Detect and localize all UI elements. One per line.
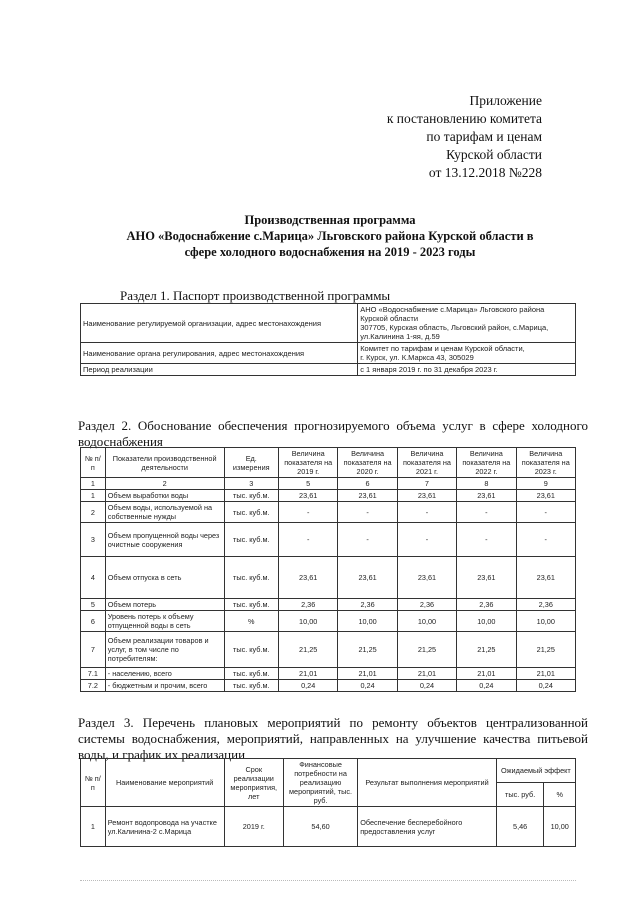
table-row	[81, 502, 576, 523]
column-header: Наименование мероприятий	[105, 759, 224, 807]
value-cell: 23,61	[457, 557, 516, 599]
column-header: Величина показателя на 2020 г.	[338, 448, 397, 478]
row-number: 7.1	[81, 668, 106, 680]
table-row	[81, 343, 576, 364]
unit-cell: тыс. куб.м.	[224, 599, 278, 611]
appendix-block	[342, 92, 542, 182]
value-cell: 10,00	[516, 611, 575, 632]
row-number: 4	[81, 557, 106, 599]
value-cell: -	[457, 523, 516, 557]
column-header: № п/п	[81, 759, 106, 807]
row-number: 7	[81, 632, 106, 668]
column-header: Финансовые потребности на реализацию мероприятий, тыс. руб.	[283, 759, 357, 807]
column-number: 9	[516, 478, 575, 490]
value-cell: 21,25	[516, 632, 575, 668]
table-header-row	[81, 759, 576, 783]
section1-title: Раздел 1. Паспорт производственной программы	[120, 288, 391, 303]
column-number: 2	[105, 478, 224, 490]
value-cell: 2,36	[338, 599, 397, 611]
unit-cell: тыс. куб.м.	[224, 557, 278, 599]
passport-label: Наименование органа регулирования, адрес местонахождения	[81, 343, 358, 364]
value-cell: 23,61	[516, 557, 575, 599]
column-number: 5	[278, 478, 337, 490]
term-cell: 2019 г.	[224, 807, 283, 847]
value-cell: 21,01	[516, 668, 575, 680]
table-row	[81, 632, 576, 668]
value-cell: -	[516, 523, 575, 557]
volume-table	[80, 447, 576, 692]
column-number-row	[81, 478, 576, 490]
column-header: Срок реализации мероприятия, лет	[224, 759, 283, 807]
row-number: 7.2	[81, 680, 106, 692]
row-number: 6	[81, 611, 106, 632]
unit-cell: тыс. куб.м.	[224, 632, 278, 668]
value-cell: 23,61	[397, 557, 456, 599]
passport-table	[80, 303, 576, 376]
column-header: Величина показателя на 2019 г.	[278, 448, 337, 478]
passport-value	[358, 343, 576, 364]
table-row	[81, 364, 576, 376]
column-header: Ед. измерения	[224, 448, 278, 478]
indicator-name: Объем выработки воды	[105, 490, 224, 502]
value-cell: 0,24	[516, 680, 575, 692]
passport-label: Период реализации	[81, 364, 358, 376]
column-header: Результат выполнения мероприятий	[358, 759, 497, 807]
value-cell: 10,00	[457, 611, 516, 632]
indicator-name: Объем потерь	[105, 599, 224, 611]
value-cell: 2,36	[397, 599, 456, 611]
appendix-line: Приложение	[469, 93, 542, 108]
unit-cell: тыс. куб.м.	[224, 668, 278, 680]
value-cell: 23,61	[338, 490, 397, 502]
value-cell: 23,61	[278, 490, 337, 502]
value-cell: -	[338, 502, 397, 523]
program-title-line: АНО «Водоснабжение с.Марица» Льговского района Курской области в	[126, 229, 534, 243]
passport-value-line: г. Курск, ул. К.Маркса 43, 305029	[360, 353, 474, 362]
value-cell: 23,61	[516, 490, 575, 502]
column-header: Показатели производственной деятельности	[105, 448, 224, 478]
column-number: 3	[224, 478, 278, 490]
value-cell: -	[278, 502, 337, 523]
column-header: Величина показателя на 2021 г.	[397, 448, 456, 478]
indicator-name: - населению, всего	[105, 668, 224, 680]
table-row	[81, 304, 576, 343]
table-row	[81, 680, 576, 692]
section2-title: Раздел 2. Обоснование обеспечения прогнозируемого объема услуг в сфере холодного водоснабжения	[78, 418, 588, 449]
value-cell: 21,25	[338, 632, 397, 668]
value-cell: 10,00	[338, 611, 397, 632]
table-row	[81, 611, 576, 632]
indicator-name: Объем пропущенной воды через очистные сооружения	[105, 523, 224, 557]
page-divider	[80, 880, 576, 881]
value-cell: 10,00	[278, 611, 337, 632]
value-cell: 23,61	[457, 490, 516, 502]
passport-value-line: 307705, Курская область, Льговский район, с.Марица,	[360, 323, 549, 332]
value-cell: 21,01	[397, 668, 456, 680]
value-cell: -	[516, 502, 575, 523]
table-row	[81, 599, 576, 611]
passport-value-line: АНО «Водоснабжение с.Марица» Льговского района	[360, 305, 545, 314]
measures-table	[80, 758, 576, 847]
table-row	[81, 668, 576, 680]
indicator-name: Уровень потерь к объему отпущенной воды в сеть	[105, 611, 224, 632]
value-cell: -	[397, 502, 456, 523]
column-number: 6	[338, 478, 397, 490]
value-cell: -	[278, 523, 337, 557]
effect-pct-cell: 10,00	[544, 807, 576, 847]
value-cell: 0,24	[457, 680, 516, 692]
row-number: 5	[81, 599, 106, 611]
value-cell: 23,61	[338, 557, 397, 599]
value-cell: 23,61	[397, 490, 456, 502]
table-row	[81, 490, 576, 502]
row-number: 1	[81, 807, 106, 847]
table-row	[81, 523, 576, 557]
value-cell: -	[457, 502, 516, 523]
program-title-line: сфере холодного водоснабжения на 2019 - 2023 годы	[184, 245, 476, 259]
appendix-line: от 13.12.2018 №228	[428, 165, 542, 180]
indicator-name: - бюджетным и прочим, всего	[105, 680, 224, 692]
unit-cell: тыс. куб.м.	[224, 680, 278, 692]
appendix-line: к постановлению комитета	[386, 111, 542, 126]
value-cell: 21,01	[278, 668, 337, 680]
appendix-line: Курской области	[446, 147, 542, 162]
unit-cell: %	[224, 611, 278, 632]
table-row	[81, 557, 576, 599]
table-row	[81, 807, 576, 847]
value-cell: 10,00	[397, 611, 456, 632]
value-cell: 2,36	[457, 599, 516, 611]
passport-label: Наименование регулируемой организации, адрес местонахождения	[81, 304, 358, 343]
effect-rub-cell: 5,46	[496, 807, 544, 847]
indicator-name: Объем воды, используемой на собственные нужды	[105, 502, 224, 523]
column-header: Величина показателя на 2022 г.	[457, 448, 516, 478]
value-cell: 0,24	[338, 680, 397, 692]
row-number: 3	[81, 523, 106, 557]
result-cell: Обеспечение бесперебойного предоставления услуг	[358, 807, 497, 847]
column-subheader: тыс. руб.	[496, 783, 544, 807]
passport-value-line: ул.Калинина 1-яя, д.59	[360, 332, 440, 341]
column-header: Ожидаемый эффект	[496, 759, 575, 783]
program-title-line: Производственная программа	[244, 213, 416, 227]
column-number: 1	[81, 478, 106, 490]
finance-cell: 54,60	[283, 807, 357, 847]
passport-value	[358, 304, 576, 343]
passport-value-line: Курской области	[360, 314, 419, 323]
unit-cell: тыс. куб.м.	[224, 523, 278, 557]
value-cell: 21,01	[457, 668, 516, 680]
row-number: 2	[81, 502, 106, 523]
indicator-name: Объем отпуска в сеть	[105, 557, 224, 599]
value-cell: 21,25	[457, 632, 516, 668]
value-cell: 0,24	[397, 680, 456, 692]
measure-name: Ремонт водопровода на участке ул.Калинина-2 с.Марица	[105, 807, 224, 847]
value-cell: 21,25	[397, 632, 456, 668]
column-number: 8	[457, 478, 516, 490]
column-header: Величина показателя на 2023 г.	[516, 448, 575, 478]
indicator-name: Объем реализации товаров и услуг, в том числе по потребителям:	[105, 632, 224, 668]
value-cell: -	[397, 523, 456, 557]
program-title	[60, 212, 600, 260]
value-cell: 21,01	[338, 668, 397, 680]
value-cell: 0,24	[278, 680, 337, 692]
value-cell: 21,25	[278, 632, 337, 668]
unit-cell: тыс. куб.м.	[224, 490, 278, 502]
value-cell: 2,36	[516, 599, 575, 611]
appendix-line: по тарифам и ценам	[426, 129, 542, 144]
column-number: 7	[397, 478, 456, 490]
value-cell: -	[338, 523, 397, 557]
value-cell: 23,61	[278, 557, 337, 599]
column-header: № п/п	[81, 448, 106, 478]
passport-value-line: Комитет по тарифам и ценам Курской области,	[360, 344, 525, 353]
passport-value: с 1 января 2019 г. по 31 декабря 2023 г.	[358, 364, 576, 376]
column-subheader: %	[544, 783, 576, 807]
table-header-row	[81, 448, 576, 478]
value-cell: 2,36	[278, 599, 337, 611]
section3-title: Раздел 3. Перечень плановых мероприятий по ремонту объектов централизованной системы водоснабжения, мероприятий, направленных на улучшение качества питьевой воды, и график их реализации	[78, 715, 588, 762]
row-number: 1	[81, 490, 106, 502]
unit-cell: тыс. куб.м.	[224, 502, 278, 523]
